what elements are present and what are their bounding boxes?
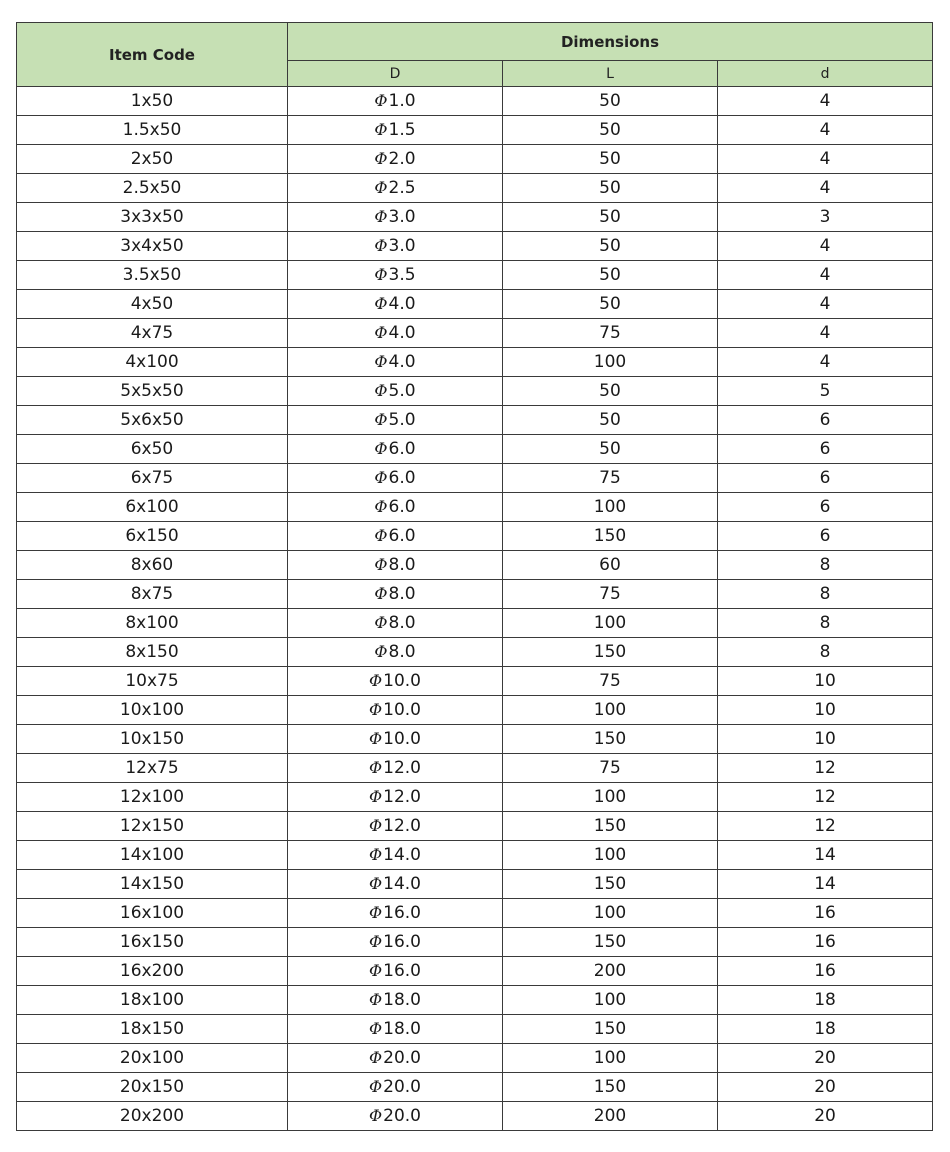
diameter-cell: [288, 696, 503, 725]
item-code-cell: 10x75: [17, 667, 288, 696]
item-code-cell: 8x75: [17, 580, 288, 609]
diameter-cell: [288, 232, 503, 261]
table-row: [17, 580, 933, 609]
length-cell: 100: [503, 986, 718, 1015]
phi-symbol: Φ: [374, 410, 388, 429]
diameter-value: 18.0: [383, 1019, 421, 1039]
table-row: [17, 609, 933, 638]
diameter-cell: [288, 435, 503, 464]
diameter-cell: [288, 609, 503, 638]
diameter-value: 8.0: [388, 584, 416, 604]
diameter-value: 14.0: [383, 874, 421, 894]
phi-symbol: Φ: [369, 1106, 383, 1125]
table-row: [17, 406, 933, 435]
diameter-cell: [288, 754, 503, 783]
length-cell: 100: [503, 609, 718, 638]
item-code-cell: 8x60: [17, 551, 288, 580]
table-row: [17, 261, 933, 290]
header-row-top: [17, 23, 933, 61]
diameter-cell: [288, 812, 503, 841]
table-row: [17, 203, 933, 232]
item-code-cell: 2x50: [17, 145, 288, 174]
phi-symbol: Φ: [374, 468, 388, 487]
phi-symbol: Φ: [374, 265, 388, 284]
table-row: [17, 522, 933, 551]
shank-diameter-cell: 6: [718, 464, 933, 493]
item-code-cell: 3x4x50: [17, 232, 288, 261]
length-cell: 100: [503, 1044, 718, 1073]
table-row: [17, 435, 933, 464]
table-header: [17, 23, 933, 87]
shank-diameter-cell: 16: [718, 899, 933, 928]
diameter-value: 8.0: [388, 613, 416, 633]
diameter-value: 16.0: [383, 932, 421, 952]
item-code-cell: 3x3x50: [17, 203, 288, 232]
shank-diameter-cell: 10: [718, 696, 933, 725]
diameter-value: 6.0: [388, 468, 416, 488]
diameter-cell: [288, 1102, 503, 1131]
phi-symbol: Φ: [374, 149, 388, 168]
item-code-cell: 8x100: [17, 609, 288, 638]
table-row: [17, 493, 933, 522]
item-code-cell: 1.5x50: [17, 116, 288, 145]
diameter-value: 12.0: [383, 787, 421, 807]
diameter-value: 20.0: [383, 1077, 421, 1097]
diameter-cell: [288, 377, 503, 406]
diameter-value: 8.0: [388, 642, 416, 662]
diameter-value: 14.0: [383, 845, 421, 865]
diameter-value: 10.0: [383, 671, 421, 691]
table-row: [17, 1015, 933, 1044]
diameter-cell: [288, 928, 503, 957]
phi-symbol: Φ: [369, 700, 383, 719]
diameter-cell: [288, 493, 503, 522]
phi-symbol: Φ: [374, 120, 388, 139]
table-row: [17, 464, 933, 493]
diameter-cell: [288, 841, 503, 870]
diameter-cell: [288, 1073, 503, 1102]
length-cell: 100: [503, 783, 718, 812]
diameter-cell: [288, 522, 503, 551]
item-code-cell: 2.5x50: [17, 174, 288, 203]
table-row: [17, 174, 933, 203]
length-cell: 200: [503, 1102, 718, 1131]
shank-diameter-cell: 14: [718, 841, 933, 870]
diameter-value: 1.0: [388, 91, 416, 111]
length-cell: 50: [503, 203, 718, 232]
item-code-cell: 6x150: [17, 522, 288, 551]
shank-diameter-cell: 20: [718, 1073, 933, 1102]
table-row: [17, 377, 933, 406]
item-code-cell: 3.5x50: [17, 261, 288, 290]
shank-diameter-cell: 18: [718, 1015, 933, 1044]
diameter-cell: [288, 348, 503, 377]
phi-symbol: Φ: [369, 903, 383, 922]
item-code-cell: 8x150: [17, 638, 288, 667]
diameter-value: 8.0: [388, 555, 416, 575]
item-code-cell: 6x100: [17, 493, 288, 522]
phi-symbol: Φ: [369, 932, 383, 951]
item-code-cell: 18x150: [17, 1015, 288, 1044]
shank-diameter-cell: 18: [718, 986, 933, 1015]
shank-diameter-cell: 16: [718, 928, 933, 957]
length-cell: 50: [503, 87, 718, 116]
length-cell: 50: [503, 261, 718, 290]
diameter-value: 20.0: [383, 1048, 421, 1068]
shank-diameter-cell: 20: [718, 1102, 933, 1131]
diameter-cell: [288, 203, 503, 232]
length-cell: 150: [503, 870, 718, 899]
item-code-cell: 5x6x50: [17, 406, 288, 435]
table-row: [17, 725, 933, 754]
diameter-value: 2.5: [388, 178, 416, 198]
shank-diameter-cell: 4: [718, 348, 933, 377]
length-cell: 50: [503, 174, 718, 203]
table-row: [17, 783, 933, 812]
table-row: [17, 1073, 933, 1102]
diameter-cell: [288, 957, 503, 986]
table-row: [17, 667, 933, 696]
col-header-d: d: [718, 61, 933, 87]
phi-symbol: Φ: [374, 236, 388, 255]
shank-diameter-cell: 4: [718, 87, 933, 116]
item-code-cell: 16x100: [17, 899, 288, 928]
phi-symbol: Φ: [369, 1019, 383, 1038]
length-cell: 150: [503, 638, 718, 667]
diameter-value: 3.0: [388, 236, 416, 256]
shank-diameter-cell: 8: [718, 609, 933, 638]
item-code-cell: 6x75: [17, 464, 288, 493]
shank-diameter-cell: 8: [718, 580, 933, 609]
shank-diameter-cell: 12: [718, 812, 933, 841]
shank-diameter-cell: 5: [718, 377, 933, 406]
item-code-cell: 16x200: [17, 957, 288, 986]
length-cell: 50: [503, 232, 718, 261]
diameter-cell: [288, 986, 503, 1015]
diameter-cell: [288, 406, 503, 435]
table-row: [17, 145, 933, 174]
phi-symbol: Φ: [369, 671, 383, 690]
shank-diameter-cell: 4: [718, 290, 933, 319]
diameter-value: 18.0: [383, 990, 421, 1010]
item-code-cell: 20x100: [17, 1044, 288, 1073]
diameter-value: 4.0: [388, 352, 416, 372]
diameter-cell: [288, 551, 503, 580]
table-row: [17, 290, 933, 319]
shank-diameter-cell: 16: [718, 957, 933, 986]
diameter-value: 6.0: [388, 526, 416, 546]
length-cell: 50: [503, 377, 718, 406]
diameter-cell: [288, 145, 503, 174]
phi-symbol: Φ: [374, 323, 388, 342]
diameter-value: 20.0: [383, 1106, 421, 1126]
length-cell: 75: [503, 580, 718, 609]
shank-diameter-cell: 8: [718, 551, 933, 580]
item-code-cell: 12x150: [17, 812, 288, 841]
shank-diameter-cell: 6: [718, 435, 933, 464]
diameter-value: 6.0: [388, 439, 416, 459]
diameter-value: 12.0: [383, 816, 421, 836]
dimensions-header: Dimensions: [288, 23, 933, 61]
table-row: [17, 1102, 933, 1131]
phi-symbol: Φ: [369, 758, 383, 777]
shank-diameter-cell: 4: [718, 116, 933, 145]
diameter-cell: [288, 290, 503, 319]
table-row: [17, 232, 933, 261]
diameter-value: 6.0: [388, 497, 416, 517]
item-code-cell: 4x100: [17, 348, 288, 377]
table-row: [17, 1044, 933, 1073]
table-row: [17, 986, 933, 1015]
phi-symbol: Φ: [374, 613, 388, 632]
diameter-value: 10.0: [383, 700, 421, 720]
phi-symbol: Φ: [369, 787, 383, 806]
shank-diameter-cell: 10: [718, 725, 933, 754]
item-code-cell: 10x150: [17, 725, 288, 754]
item-code-cell: 18x100: [17, 986, 288, 1015]
diameter-value: 3.5: [388, 265, 416, 285]
phi-symbol: Φ: [369, 990, 383, 1009]
length-cell: 50: [503, 290, 718, 319]
item-code-cell: 10x100: [17, 696, 288, 725]
item-code-cell: 16x150: [17, 928, 288, 957]
shank-diameter-cell: 6: [718, 522, 933, 551]
length-cell: 75: [503, 464, 718, 493]
item-code-cell: 12x75: [17, 754, 288, 783]
table-row: [17, 319, 933, 348]
item-code-cell: 1x50: [17, 87, 288, 116]
shank-diameter-cell: 4: [718, 174, 933, 203]
diameter-value: 16.0: [383, 961, 421, 981]
item-code-cell: 20x200: [17, 1102, 288, 1131]
table-row: [17, 696, 933, 725]
length-cell: 75: [503, 667, 718, 696]
diameter-value: 4.0: [388, 323, 416, 343]
length-cell: 60: [503, 551, 718, 580]
table-row: [17, 638, 933, 667]
table-row: [17, 348, 933, 377]
phi-symbol: Φ: [374, 381, 388, 400]
phi-symbol: Φ: [374, 91, 388, 110]
phi-symbol: Φ: [374, 178, 388, 197]
phi-symbol: Φ: [369, 874, 383, 893]
diameter-cell: [288, 464, 503, 493]
diameter-cell: [288, 116, 503, 145]
shank-diameter-cell: 4: [718, 261, 933, 290]
length-cell: 150: [503, 725, 718, 754]
diameter-cell: [288, 667, 503, 696]
shank-diameter-cell: 4: [718, 319, 933, 348]
diameter-cell: [288, 174, 503, 203]
phi-symbol: Φ: [369, 845, 383, 864]
shank-diameter-cell: 12: [718, 754, 933, 783]
length-cell: 100: [503, 348, 718, 377]
length-cell: 150: [503, 812, 718, 841]
length-cell: 150: [503, 1015, 718, 1044]
length-cell: 150: [503, 1073, 718, 1102]
phi-symbol: Φ: [374, 294, 388, 313]
diameter-cell: [288, 1015, 503, 1044]
phi-symbol: Φ: [369, 1048, 383, 1067]
item-code-cell: 14x100: [17, 841, 288, 870]
table-row: [17, 812, 933, 841]
item-code-cell: 12x100: [17, 783, 288, 812]
phi-symbol: Φ: [374, 584, 388, 603]
diameter-value: 2.0: [388, 149, 416, 169]
table-body: [17, 87, 933, 1131]
length-cell: 100: [503, 493, 718, 522]
item-code-cell: 4x50: [17, 290, 288, 319]
phi-symbol: Φ: [374, 642, 388, 661]
length-cell: 150: [503, 928, 718, 957]
phi-symbol: Φ: [369, 961, 383, 980]
diameter-cell: [288, 580, 503, 609]
length-cell: 50: [503, 145, 718, 174]
diameter-value: 16.0: [383, 903, 421, 923]
phi-symbol: Φ: [369, 1077, 383, 1096]
diameter-cell: [288, 87, 503, 116]
item-code-header: Item Code: [17, 23, 288, 87]
length-cell: 50: [503, 435, 718, 464]
phi-symbol: Φ: [374, 207, 388, 226]
item-code-cell: 4x75: [17, 319, 288, 348]
diameter-value: 5.0: [388, 410, 416, 430]
table-row: [17, 551, 933, 580]
table-row: [17, 928, 933, 957]
dimensions-table: [16, 22, 933, 1131]
diameter-value: 10.0: [383, 729, 421, 749]
length-cell: 100: [503, 696, 718, 725]
item-code-cell: 5x5x50: [17, 377, 288, 406]
length-cell: 100: [503, 899, 718, 928]
diameter-value: 3.0: [388, 207, 416, 227]
length-cell: 200: [503, 957, 718, 986]
table-row: [17, 841, 933, 870]
diameter-value: 5.0: [388, 381, 416, 401]
shank-diameter-cell: 8: [718, 638, 933, 667]
diameter-cell: [288, 725, 503, 754]
shank-diameter-cell: 6: [718, 493, 933, 522]
shank-diameter-cell: 10: [718, 667, 933, 696]
diameter-cell: [288, 870, 503, 899]
length-cell: 50: [503, 116, 718, 145]
phi-symbol: Φ: [374, 439, 388, 458]
col-header-L: L: [503, 61, 718, 87]
diameter-value: 1.5: [388, 120, 416, 140]
table-row: [17, 870, 933, 899]
table-row: [17, 957, 933, 986]
diameter-cell: [288, 899, 503, 928]
diameter-cell: [288, 783, 503, 812]
shank-diameter-cell: 6: [718, 406, 933, 435]
shank-diameter-cell: 4: [718, 145, 933, 174]
table-row: [17, 87, 933, 116]
shank-diameter-cell: 12: [718, 783, 933, 812]
item-code-cell: 6x50: [17, 435, 288, 464]
table-row: [17, 116, 933, 145]
phi-symbol: Φ: [374, 555, 388, 574]
diameter-value: 12.0: [383, 758, 421, 778]
shank-diameter-cell: 14: [718, 870, 933, 899]
col-header-D: D: [288, 61, 503, 87]
length-cell: 100: [503, 841, 718, 870]
diameter-cell: [288, 638, 503, 667]
shank-diameter-cell: 20: [718, 1044, 933, 1073]
diameter-value: 4.0: [388, 294, 416, 314]
shank-diameter-cell: 4: [718, 232, 933, 261]
phi-symbol: Φ: [374, 352, 388, 371]
diameter-cell: [288, 261, 503, 290]
item-code-cell: 14x150: [17, 870, 288, 899]
diameter-cell: [288, 319, 503, 348]
length-cell: 75: [503, 754, 718, 783]
length-cell: 150: [503, 522, 718, 551]
shank-diameter-cell: 3: [718, 203, 933, 232]
item-code-cell: 20x150: [17, 1073, 288, 1102]
diameter-cell: [288, 1044, 503, 1073]
length-cell: 50: [503, 406, 718, 435]
table-row: [17, 899, 933, 928]
phi-symbol: Φ: [374, 497, 388, 516]
table-row: [17, 754, 933, 783]
phi-symbol: Φ: [369, 816, 383, 835]
length-cell: 75: [503, 319, 718, 348]
phi-symbol: Φ: [374, 526, 388, 545]
phi-symbol: Φ: [369, 729, 383, 748]
